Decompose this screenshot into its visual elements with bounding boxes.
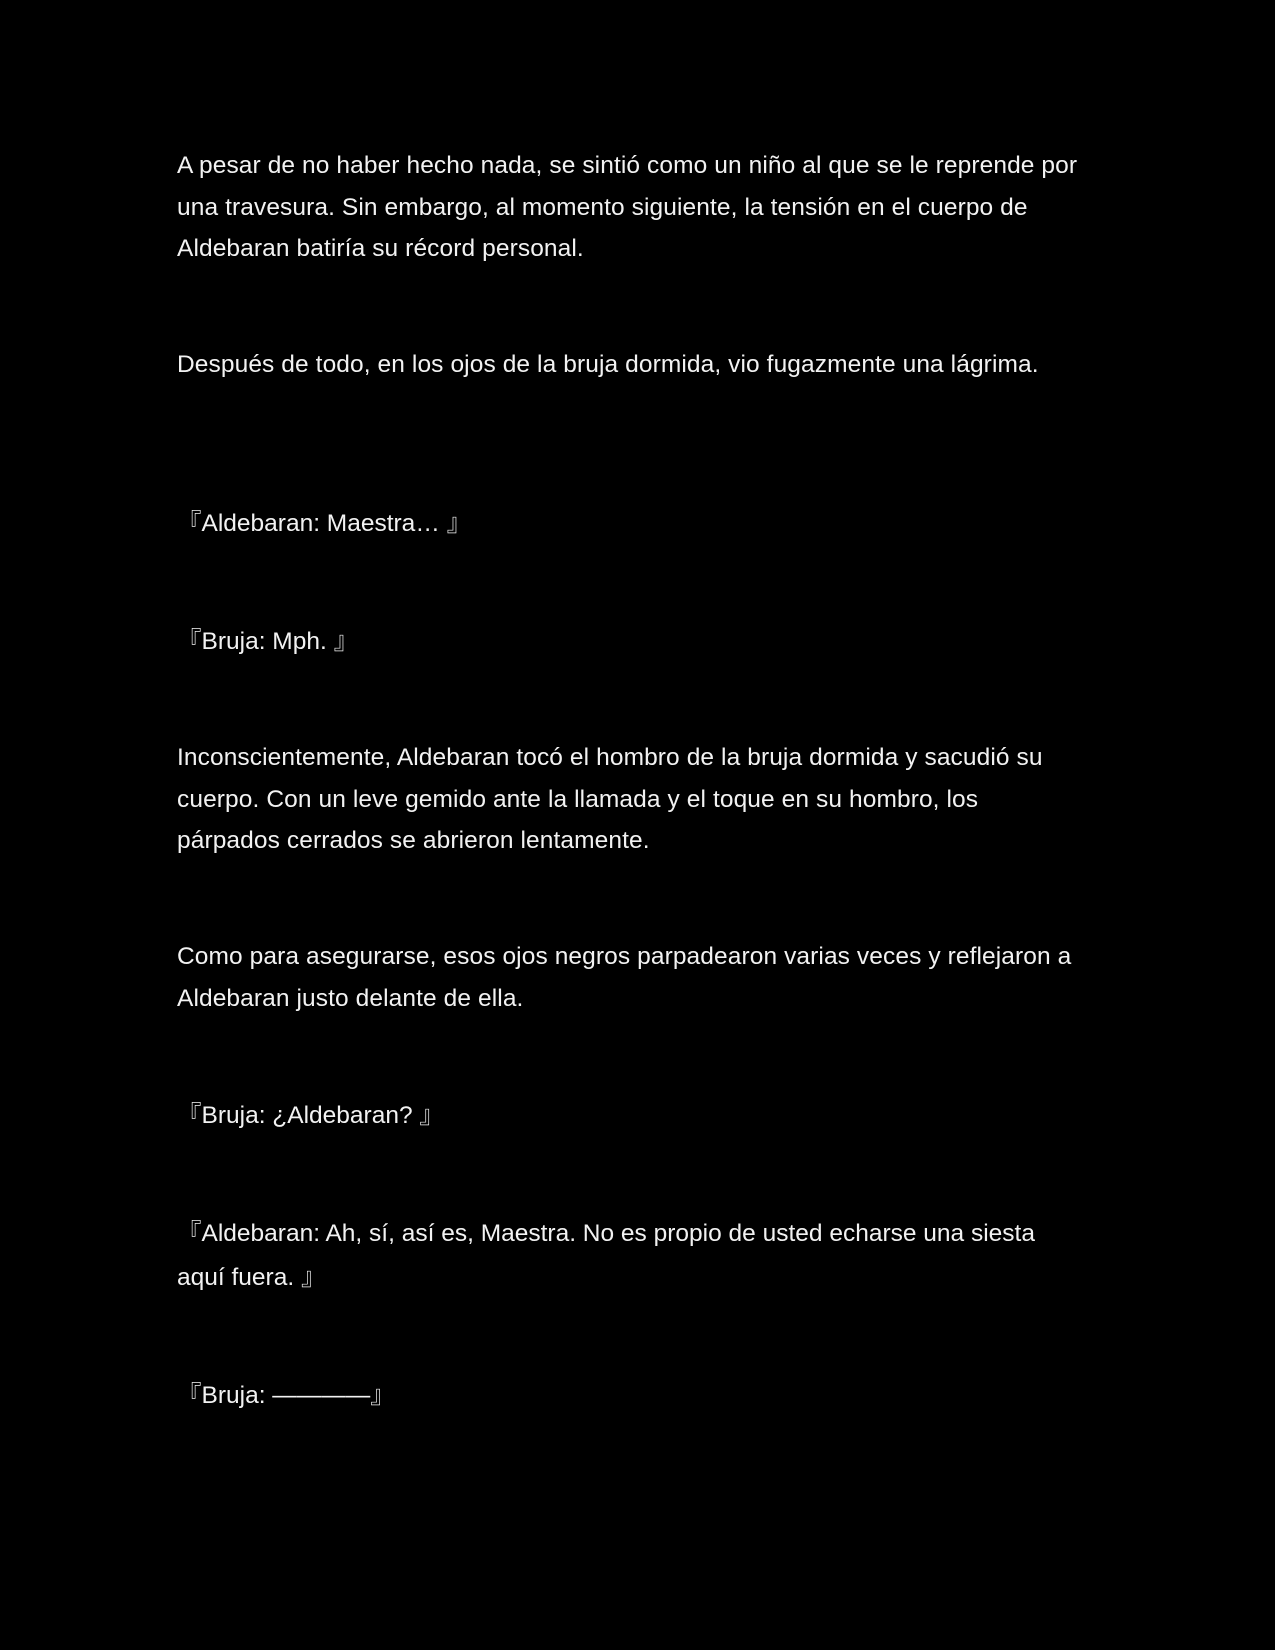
dialogue-bruja-aldebaran: 『Bruja: ¿Aldebaran? 』 bbox=[177, 1102, 444, 1129]
paragraph-shoulder-touch: Inconscientemente, Aldebaran tocó el hombro de la bruja dormida y sacudió su cuerpo. Con un leve gemido ante la llamada y el toque en su hombro, los párpados cerrados se abrieron lentamente. bbox=[177, 744, 1043, 854]
dialogue-bruja-silence: 『Bruja: ————』 bbox=[177, 1382, 395, 1409]
dialogue-aldebaran-siesta: 『Aldebaran: Ah, sí, así es, Maestra. No es propio de usted echarse una siesta aquí fuera. 』 bbox=[177, 1220, 1035, 1291]
dialogue-aldebaran-maestra: 『Aldebaran: Maestra… 』 bbox=[177, 510, 472, 537]
paragraph-tear: Después de todo, en los ojos de la bruja dormida, vio fugazmente una lágrima. bbox=[177, 351, 1039, 378]
paragraph-black-eyes: Como para asegurarse, esos ojos negros parpadearon varias veces y reflejaron a Aldebaran justo delante de ella. bbox=[177, 943, 1072, 1012]
dialogue-bruja-mph: 『Bruja: Mph. 』 bbox=[177, 628, 359, 655]
paragraph-reprimand: A pesar de no haber hecho nada, se sintió como un niño al que se le reprende por una travesura. Sin embargo, al momento siguiente, la tensión en el cuerpo de Aldebaran batiría su récord personal. bbox=[177, 152, 1078, 262]
